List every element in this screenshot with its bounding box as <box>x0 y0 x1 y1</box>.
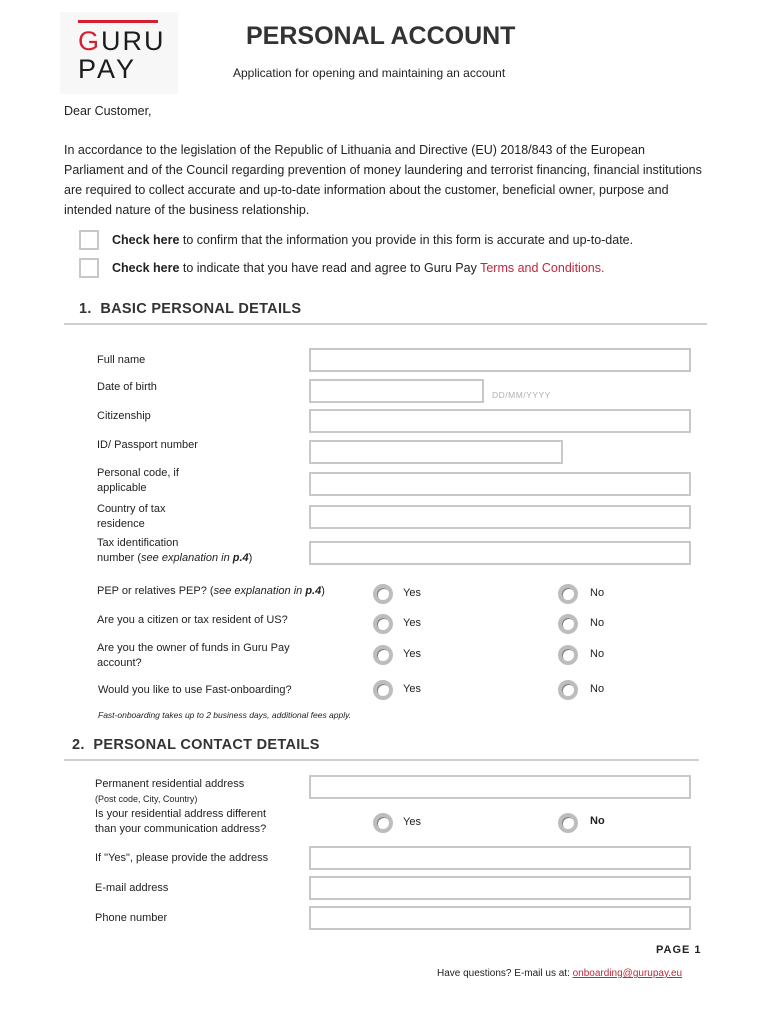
residential-address-input[interactable] <box>309 775 691 799</box>
address-different-yes-radio[interactable] <box>373 813 393 833</box>
id-passport-label: ID/ Passport number <box>97 439 198 451</box>
address-different-no-label: No <box>590 815 605 827</box>
address-different-no-radio[interactable] <box>558 813 578 833</box>
other-address-input[interactable] <box>309 846 691 870</box>
citizenship-label: Citizenship <box>97 410 151 422</box>
pep-no-label: No <box>590 587 605 599</box>
phone-label: Phone number <box>95 912 168 924</box>
funds-owner-label: Are you the owner of funds in Guru Pay account? <box>97 642 290 669</box>
fast-onboarding-no-radio[interactable] <box>558 680 578 700</box>
email-input[interactable] <box>309 876 691 900</box>
terms-link[interactable]: Terms and Conditions <box>480 261 601 275</box>
fast-onboarding-label: Would you like to use Fast-onboarding? <box>98 684 292 696</box>
dob-input[interactable] <box>309 379 484 403</box>
address-different-yes-label: Yes <box>403 816 421 828</box>
tin-label: Tax identification number (see explanation in p.4) <box>97 537 253 564</box>
section-2-divider <box>64 759 699 761</box>
logo-wordmark-line2: PAY <box>78 54 138 84</box>
fast-onboarding-yes-radio[interactable] <box>373 680 393 700</box>
funds-owner-no-radio[interactable] <box>558 645 578 665</box>
section-2-title: 2. PERSONAL CONTACT DETAILS <box>72 737 320 753</box>
funds-owner-yes-radio[interactable] <box>373 645 393 665</box>
us-citizen-no-radio[interactable] <box>558 614 578 634</box>
footer-contact: Have questions? E-mail us at: onboarding@gurupay.eu <box>437 968 683 979</box>
pep-label: PEP or relatives PEP? (see explanation in p.4) <box>97 585 325 597</box>
greeting: Dear Customer, <box>64 104 152 118</box>
confirm-accuracy-label: Check here to confirm that the information you provide in this form is accurate and up-to-date. <box>112 233 634 247</box>
address-different-label: Is your residential address different than your communication address? <box>95 808 267 835</box>
residential-address-label: Permanent residential address (Post code, City, Country) <box>95 778 245 804</box>
tax-country-label: Country of tax residence <box>97 503 166 530</box>
id-passport-input[interactable] <box>309 440 563 464</box>
other-address-label: If "Yes", please provide the address <box>95 852 269 864</box>
page-number: PAGE 1 <box>656 944 702 956</box>
agree-terms-label: Check here to indicate that you have read and agree to Guru Pay Terms and Conditions. <box>112 261 605 275</box>
section-1-title: 1. BASIC PERSONAL DETAILS <box>79 301 302 317</box>
dob-label: Date of birth <box>97 381 157 393</box>
pep-yes-label: Yes <box>403 587 421 599</box>
personal-code-label: Personal code, if applicable <box>97 467 179 494</box>
agree-terms-checkbox[interactable] <box>79 258 99 278</box>
fast-onboarding-no-label: No <box>590 683 605 695</box>
confirm-accuracy-checkbox[interactable] <box>79 230 99 250</box>
full-name-input[interactable] <box>309 348 691 372</box>
dob-format-hint: DD/MM/YYYY <box>492 390 551 400</box>
tin-input[interactable] <box>309 541 691 565</box>
us-citizen-no-label: No <box>590 617 605 629</box>
intro-paragraph: In accordance to the legislation of the Republic of Lithuania and Directive (EU) 2018/843 of the European Parliament and of the Council regarding prevention of money laundering and terrorist financing, financial institutions are required to collect accurate and up-to-date information about the customer, beneficial owner, purpose and intended nature of the business relationship. <box>64 143 702 217</box>
support-email-link[interactable]: onboarding@gurupay.eu <box>572 968 683 979</box>
tax-country-input[interactable] <box>309 505 691 529</box>
email-label: E-mail address <box>95 882 169 894</box>
pep-no-radio[interactable] <box>558 584 578 604</box>
full-name-label: Full name <box>97 354 146 366</box>
page-subtitle: Application for opening and maintaining an account <box>233 66 506 80</box>
fast-onboarding-yes-label: Yes <box>403 683 421 695</box>
us-citizen-label: Are you a citizen or tax resident of US? <box>97 614 288 626</box>
personal-code-input[interactable] <box>309 472 691 496</box>
logo-wordmark-line1: GURU <box>78 26 166 56</box>
us-citizen-yes-radio[interactable] <box>373 614 393 634</box>
fast-onboarding-note: Fast-onboarding takes up to 2 business days, additional fees apply. <box>98 710 352 720</box>
phone-input[interactable] <box>309 906 691 930</box>
funds-owner-no-label: No <box>590 648 605 660</box>
logo-accent-bar <box>78 20 158 23</box>
pep-yes-radio[interactable] <box>373 584 393 604</box>
funds-owner-yes-label: Yes <box>403 648 421 660</box>
us-citizen-yes-label: Yes <box>403 617 421 629</box>
citizenship-input[interactable] <box>309 409 691 433</box>
page-title: PERSONAL ACCOUNT <box>246 22 516 50</box>
section-1-divider <box>64 323 707 325</box>
